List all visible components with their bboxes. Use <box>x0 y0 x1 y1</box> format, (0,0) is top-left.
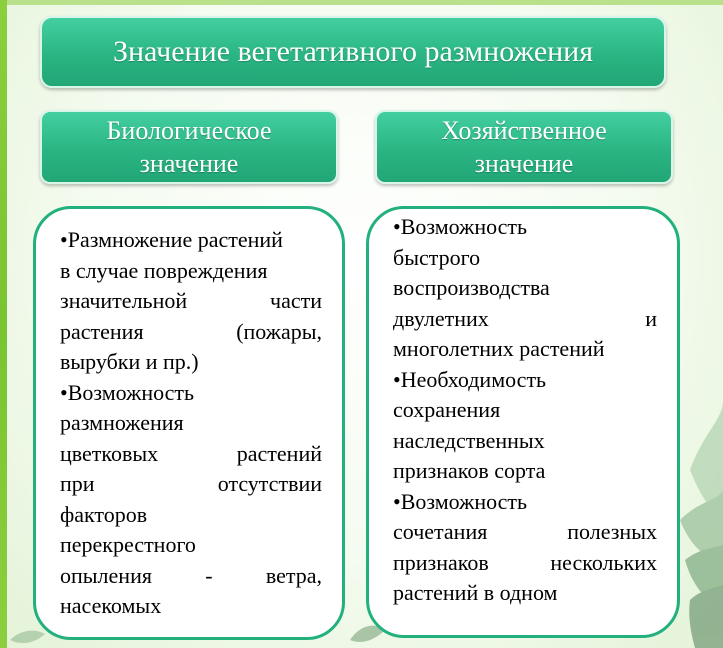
list-word: (пожары, <box>236 318 322 344</box>
list-line: •Возможность <box>393 488 528 514</box>
list-word: двулетних <box>393 305 489 331</box>
economic-list <box>366 206 680 638</box>
economic-heading <box>375 110 673 184</box>
list-line <box>60 469 322 500</box>
list-line: •Необходимость <box>393 366 547 392</box>
list-word: сочетания <box>393 519 488 544</box>
list-line <box>393 517 657 548</box>
list-line: насекомых <box>60 593 162 618</box>
list-line <box>393 304 657 335</box>
list-line: воспроизводства <box>393 275 550 300</box>
list-word: отсутствии <box>217 471 322 496</box>
list-line: многолетних растений <box>393 336 605 361</box>
list-word: полезных <box>567 519 657 544</box>
economic-heading-line1: Хозяйственное <box>441 116 607 145</box>
list-item <box>60 378 322 622</box>
list-item <box>60 225 322 378</box>
left-accent-stripe <box>0 0 7 648</box>
list-line <box>60 286 322 317</box>
title-text: Значение вегетативного размножения <box>112 35 594 68</box>
list-line: сохранения <box>393 397 501 422</box>
biological-heading-line2: значение <box>139 149 239 178</box>
top-accent-stripe <box>7 0 723 5</box>
list-line: размножения <box>60 410 184 435</box>
list-line: перекрестного <box>60 532 196 557</box>
list-line: в случае повреждения <box>60 257 268 283</box>
list-word: признаков <box>393 549 489 575</box>
list-line: быстрого <box>393 244 481 270</box>
list-line: вырубки и пр.) <box>60 349 199 374</box>
list-word: растений <box>236 440 322 466</box>
list-word: опыления <box>60 562 152 588</box>
list-line: признаков сорта <box>393 458 546 483</box>
list-line: растений в одном <box>393 580 558 605</box>
list-line: факторов <box>60 501 148 527</box>
list-word: - <box>205 562 213 588</box>
list-item <box>393 212 657 365</box>
list-word: цветковых <box>60 440 159 466</box>
list-line: •Размножение растений <box>60 227 283 252</box>
list-line <box>393 548 657 579</box>
biological-heading-line1: Биологическое <box>106 116 272 145</box>
list-line: •Возможность <box>393 214 528 239</box>
list-line <box>60 439 322 470</box>
biological-heading <box>40 110 338 184</box>
list-line <box>60 561 322 592</box>
list-word: и <box>645 305 657 331</box>
list-item <box>393 365 657 487</box>
list-line <box>60 317 322 348</box>
list-word: растения <box>60 318 144 344</box>
list-word: части <box>270 288 322 313</box>
page-title <box>40 16 666 88</box>
list-item <box>393 487 657 609</box>
list-line: наследственных <box>393 427 545 453</box>
biological-list <box>33 206 345 640</box>
list-word: при <box>60 471 95 496</box>
list-line: •Возможность <box>60 379 195 405</box>
list-word: ветра, <box>265 562 322 588</box>
list-word: нескольких <box>550 549 657 575</box>
list-word: значительной <box>60 288 188 313</box>
economic-heading-line2: значение <box>474 149 574 178</box>
